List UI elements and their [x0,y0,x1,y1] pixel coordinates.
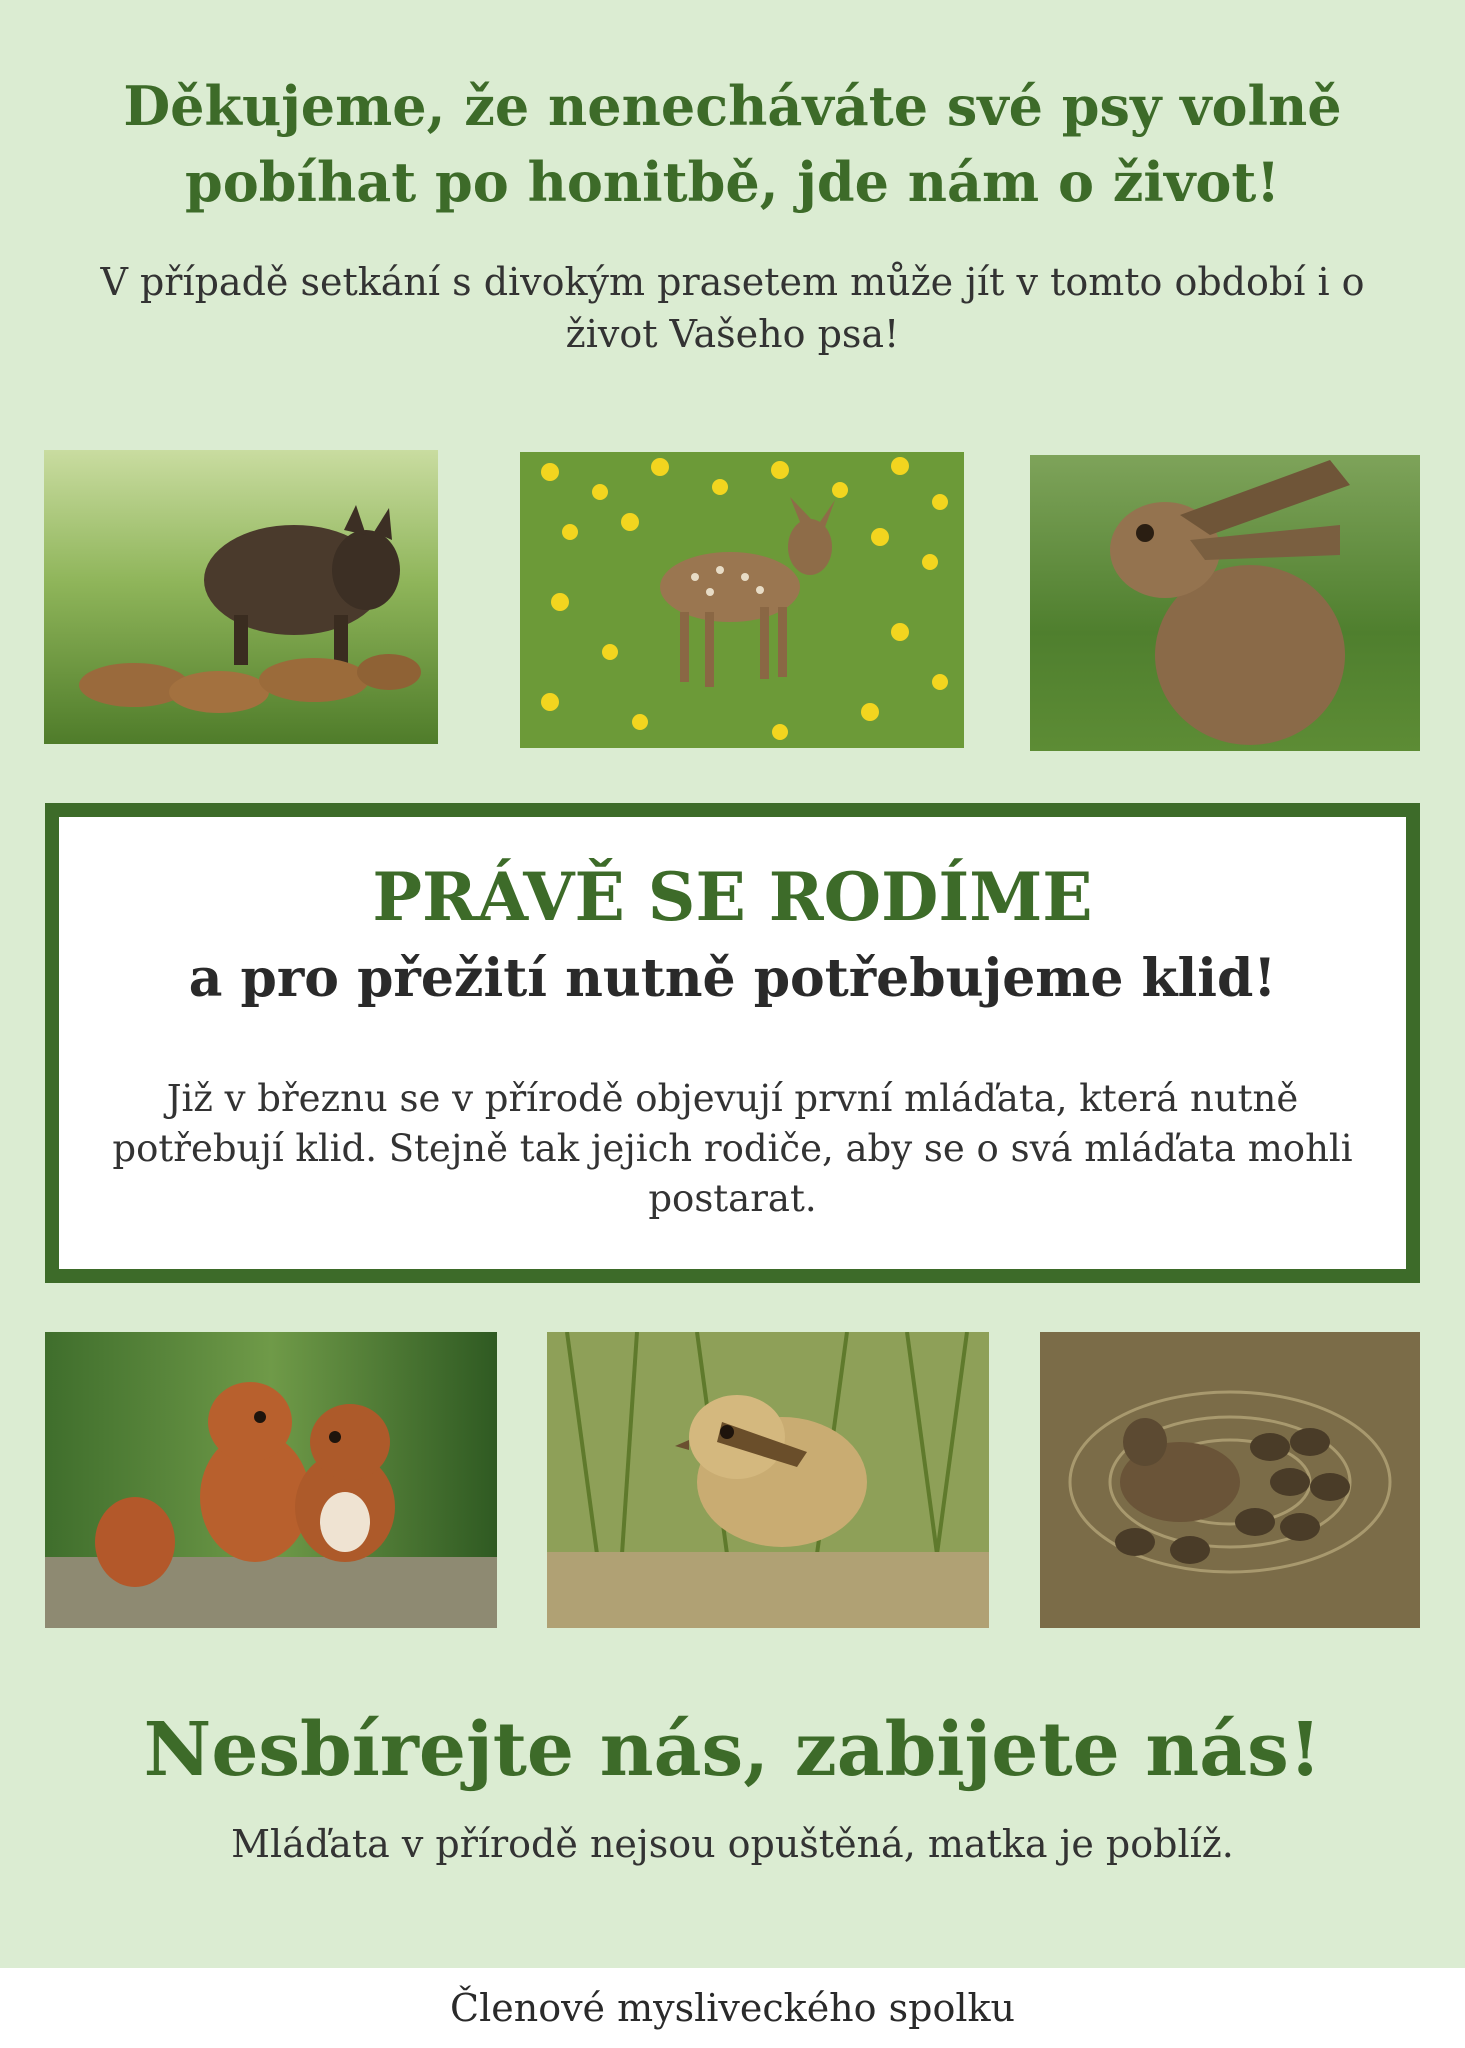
footer-signature: Členové mysliveckého spolku [0,1968,1465,2048]
photo-hare [1030,455,1420,751]
notice-subtitle: a pro přežití nutně potřebujeme klid! [188,948,1277,1009]
photo-squirrels [45,1332,497,1628]
notice-body: Již v březnu se v přírodě objevují první mláďata, která nutně potřebují klid. Stejně tak jejich rodiče, aby se o svá mláďata mohli postarat. [112,1077,1353,1220]
closing-title: Nesbírejte nás, zabijete nás! [143,1707,1322,1793]
photo-pheasant-chick [547,1332,989,1628]
notice-title: PRÁVĚ SE RODÍME [372,858,1093,936]
photo-fawn [520,452,964,748]
notice-box [45,803,1420,1283]
headline: Děkujeme, že nenecháváte své psy volně pobíhat po honitbě, jde nám o život! [123,74,1342,214]
closing-subtitle: Mláďata v přírodě nejsou opuštěná, matka je poblíž. [231,1822,1234,1866]
headline-subtitle: V případě setkání s divokým prasetem může jít v tomto období i o život Vašeho psa! [100,260,1365,356]
photo-duck-ducklings [1040,1332,1420,1628]
photo-wild-boar [44,450,438,744]
